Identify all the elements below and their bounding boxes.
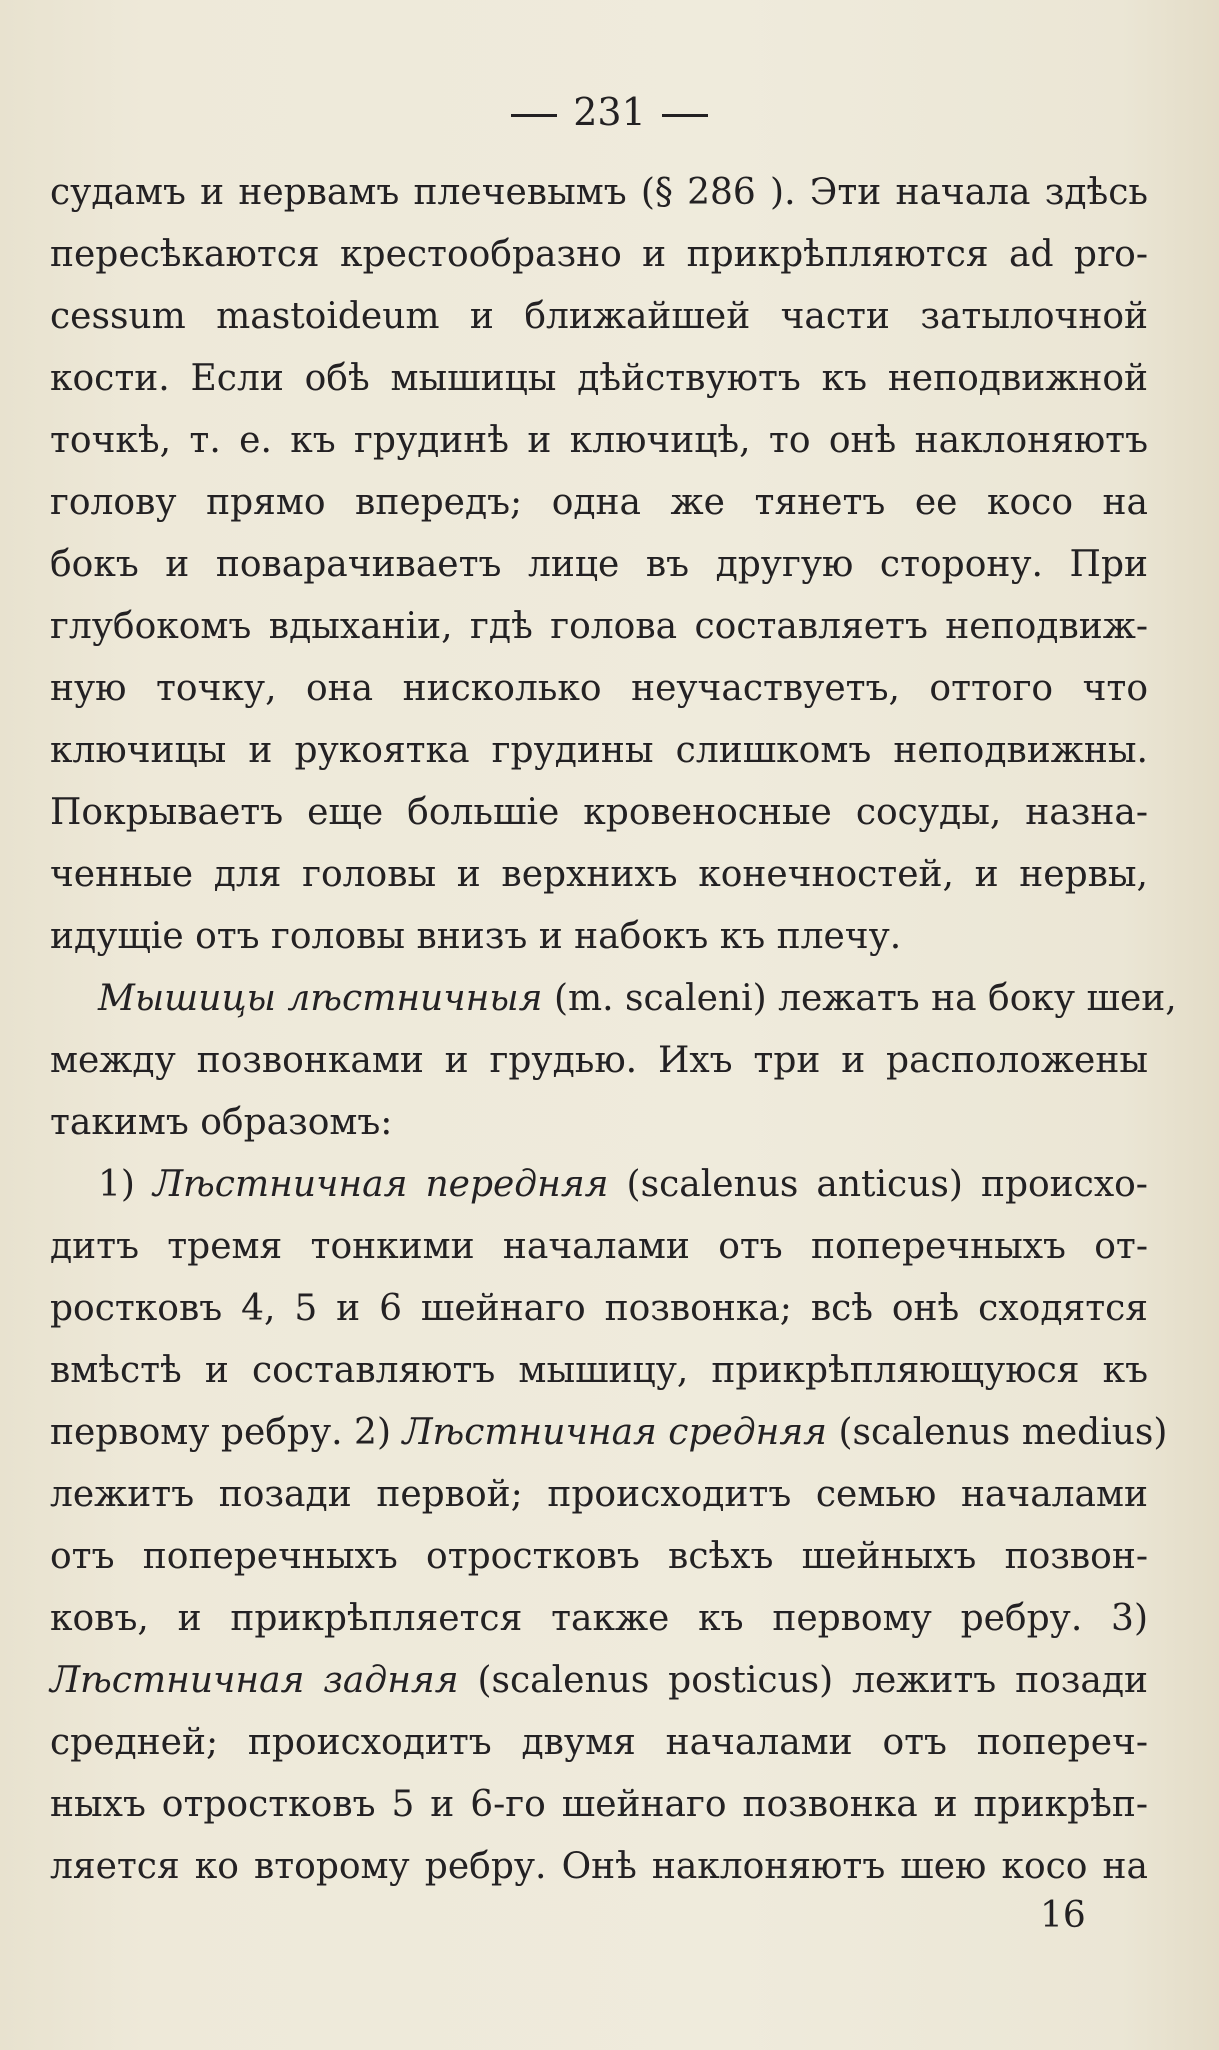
text-line: отъ поперечныхъ отростковъ всѣхъ шейныхъ позвон- (50, 1536, 1148, 1577)
dash-left (511, 114, 557, 117)
text-line: Мышицы лѣстничныя (m. scaleni) лежатъ на боку шеи, (98, 978, 1177, 1019)
text-line: ную точку, она нисколько неучаствуетъ, оттого что (50, 668, 1148, 709)
text-line: Лѣстничная задняя (scalenus posticus) лежитъ позади (50, 1660, 1148, 1701)
page-header (0, 86, 1219, 138)
text-line: вмѣстѣ и составляютъ мышицу, прикрѣпляющуюся къ (50, 1350, 1148, 1391)
dash-right (662, 114, 708, 117)
text-line: дитъ тремя тонкими началами отъ поперечныхъ от- (50, 1226, 1148, 1267)
text-line: судамъ и нервамъ плечевымъ (§ 286 ). Эти начала здѣсь (50, 172, 1148, 213)
text-line: кости. Если обѣ мышицы дѣйствуютъ къ неподвижной (50, 358, 1148, 399)
text-body (50, 162, 1177, 1898)
text-line: cessum mastoideum и ближайшей части затылочной (50, 296, 1148, 337)
text-line: голову прямо впередъ; одна же тянетъ ее косо на (50, 482, 1148, 523)
text-line: Покрываетъ еще большіе кровеносные сосуды, назна- (50, 792, 1148, 833)
text-line: ковъ, и прикрѣпляется также къ первому ребру. 3) (50, 1598, 1148, 1639)
text-line: точкѣ, т. е. къ грудинѣ и ключицѣ, то онѣ наклоняютъ (50, 420, 1148, 461)
text-line: средней; происходитъ двумя началами отъ попереч- (50, 1722, 1148, 1763)
text-line: первому ребру. 2) Лѣстничная средняя (scalenus medius) (50, 1412, 1168, 1453)
page-number: 231 (573, 90, 646, 134)
text-line: глубокомъ вдыханіи, гдѣ голова составляетъ неподвиж- (50, 606, 1148, 647)
signature-mark: 16 (1040, 1895, 1086, 1936)
text-line: пересѣкаются крестообразно и прикрѣпляются ad pro- (50, 234, 1148, 275)
text-line: ныхъ отростковъ 5 и 6-го шейнаго позвонка и прикрѣп- (50, 1784, 1148, 1825)
text-line: такимъ образомъ: (50, 1102, 393, 1143)
text-line: между позвонками и грудью. Ихъ три и расположены (50, 1040, 1148, 1081)
text-line: ростковъ 4, 5 и 6 шейнаго позвонка; всѣ онѣ сходятся (50, 1288, 1148, 1329)
text-line: идущіе отъ головы внизъ и набокъ къ плечу. (50, 916, 902, 957)
text-line: лежитъ позади первой; происходитъ семью началами (50, 1474, 1148, 1515)
italic-term: Лѣстничная задняя (50, 1660, 459, 1701)
italic-term: Лѣстничная передняя (153, 1164, 609, 1205)
text-line: ченные для головы и верхнихъ конечностей, и нервы, (50, 854, 1148, 895)
text-line: 1) Лѣстничная передняя (scalenus anticus) происхо- (98, 1164, 1148, 1205)
text-line: ключицы и рукоятка грудины слишкомъ неподвижны. (50, 730, 1148, 771)
text-line: ляется ко второму ребру. Онѣ наклоняютъ шею косо на (50, 1846, 1148, 1887)
italic-term: Мышицы лѣстничныя (98, 978, 543, 1019)
italic-term: Лѣстничная средняя (402, 1412, 828, 1453)
text-line: бокъ и поварачиваетъ лице въ другую сторону. При (50, 544, 1148, 585)
